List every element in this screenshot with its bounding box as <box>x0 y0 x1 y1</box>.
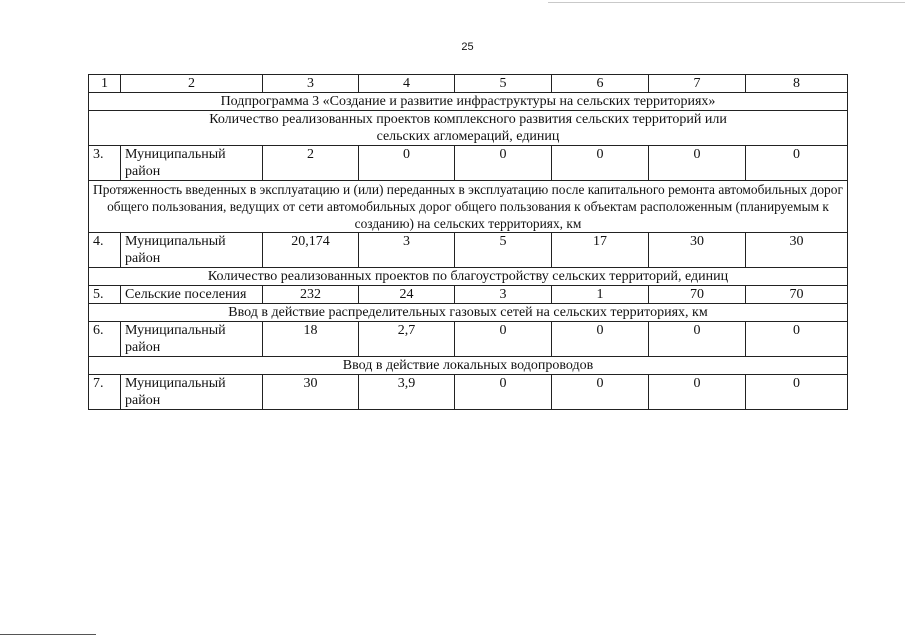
row-value: 5 <box>455 233 552 268</box>
column-header: 1 <box>89 75 121 93</box>
row-value: 0 <box>746 375 848 410</box>
section-title: Протяженность введенных в эксплуатацию и (или) переданных в эксплуатацию после капитального ремонта автомобильных дорог общего пользования, ведущих от сети автомобильных дорог общего пользования к объектам расположенным (планируемым к созданию) на сельских территориях, км <box>89 181 848 233</box>
section-title-row <box>89 181 848 233</box>
row-value: 3 <box>455 286 552 304</box>
column-header: 7 <box>649 75 746 93</box>
table-row <box>89 286 848 304</box>
row-index: 5. <box>89 286 121 304</box>
row-value: 2 <box>263 146 359 181</box>
row-value: 0 <box>552 375 649 410</box>
row-value: 30 <box>746 233 848 268</box>
row-value: 24 <box>359 286 455 304</box>
row-value: 3 <box>359 233 455 268</box>
subprogram-row <box>89 93 848 111</box>
row-value: 70 <box>746 286 848 304</box>
section-title-row <box>89 268 848 286</box>
column-header: 3 <box>263 75 359 93</box>
row-index: 3. <box>89 146 121 181</box>
section-title-row <box>89 357 848 375</box>
section-title: Ввод в действие локальных водопроводов <box>89 357 848 375</box>
row-value: 0 <box>455 375 552 410</box>
row-name: Сельские поселения <box>121 286 263 304</box>
row-value: 0 <box>746 146 848 181</box>
column-header: 6 <box>552 75 649 93</box>
row-index: 7. <box>89 375 121 410</box>
section-title: Количество реализованных проектов по благоустройству сельских территорий, единиц <box>89 268 848 286</box>
row-value: 17 <box>552 233 649 268</box>
table-row <box>89 375 848 410</box>
column-header: 8 <box>746 75 848 93</box>
bottom-rule <box>0 634 96 635</box>
row-value: 0 <box>455 146 552 181</box>
row-name: Муниципальный район <box>121 146 263 181</box>
row-value: 2,7 <box>359 322 455 357</box>
table-row <box>89 146 848 181</box>
subprogram-title: Подпрограмма 3 «Создание и развитие инфраструктуры на сельских территориях» <box>89 93 848 111</box>
row-name: Муниципальный район <box>121 233 263 268</box>
row-value: 3,9 <box>359 375 455 410</box>
row-value: 0 <box>552 146 649 181</box>
header-row <box>89 75 848 93</box>
row-index: 4. <box>89 233 121 268</box>
column-header: 4 <box>359 75 455 93</box>
section-title: Количество реализованных проектов комплексного развития сельских территорий или сельских агломераций, единиц <box>89 111 848 146</box>
table-row <box>89 233 848 268</box>
indicator-table <box>88 74 848 410</box>
row-value: 0 <box>359 146 455 181</box>
row-value: 0 <box>746 322 848 357</box>
row-name: Муниципальный район <box>121 375 263 410</box>
row-name: Муниципальный район <box>121 322 263 357</box>
row-value: 0 <box>455 322 552 357</box>
page-number: 25 <box>461 41 474 53</box>
row-value: 232 <box>263 286 359 304</box>
row-value: 0 <box>649 146 746 181</box>
row-value: 30 <box>649 233 746 268</box>
section-title-row <box>89 304 848 322</box>
row-value: 0 <box>649 322 746 357</box>
row-value: 18 <box>263 322 359 357</box>
row-value: 20,174 <box>263 233 359 268</box>
column-header: 2 <box>121 75 263 93</box>
row-value: 1 <box>552 286 649 304</box>
row-value: 0 <box>649 375 746 410</box>
column-header: 5 <box>455 75 552 93</box>
row-value: 0 <box>552 322 649 357</box>
row-index: 6. <box>89 322 121 357</box>
row-value: 70 <box>649 286 746 304</box>
section-title-row <box>89 111 848 146</box>
section-title: Ввод в действие распределительных газовых сетей на сельских территориях, км <box>89 304 848 322</box>
table-row <box>89 322 848 357</box>
row-value: 30 <box>263 375 359 410</box>
top-rule <box>548 2 905 3</box>
